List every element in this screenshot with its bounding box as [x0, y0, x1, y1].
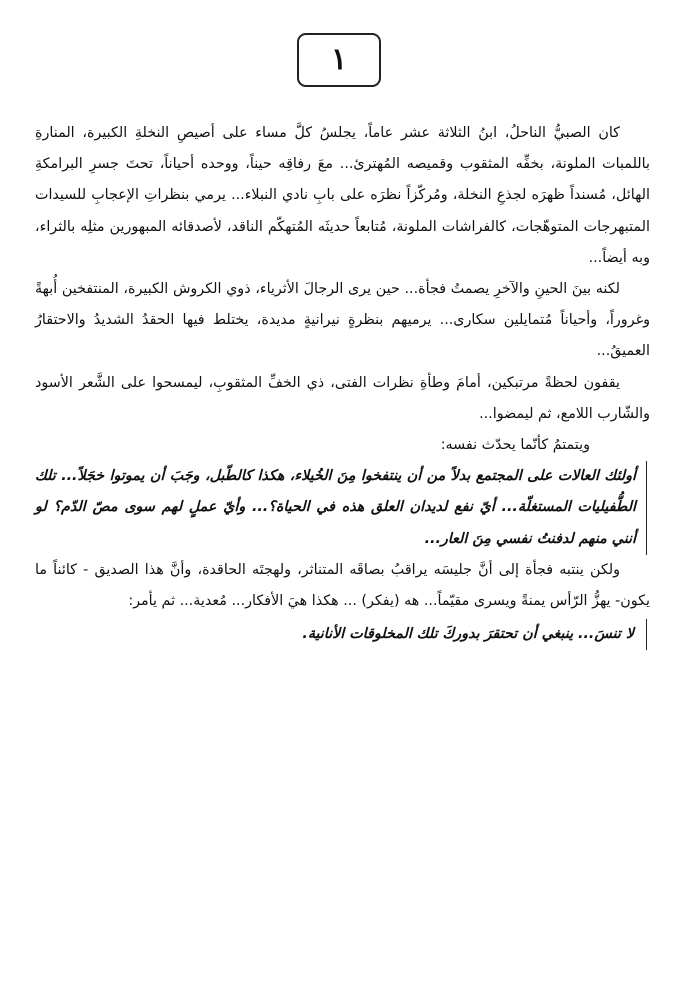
paragraph-1: كان الصبيُّ الناحلُ، ابنُ الثلاثة عشر عاماً، يجلسُ كلَّ مساء على أصيصِ النخلةِ الكبيرة، المنارةِ باللمبات الملونة، بخفِّه المثقوب وقميصه المُهترئ... معَ رفاقِه حيناً، ووحده أحياناً، تحتَ جسرِ البرامكةِ الهائل، مُسنداً ظهرَه لجذعِ النخلة، ومُركّزاً نظرَه على بابِ نادي النبلاء... يرمي بنظراتِ الإعجابِ للسيدات المتبهرجات المتوهّجات، كالفراشات الملونة، مُتابعاً حديثَه المُتهكّم الناقد، لأصدقائه المبهورين مثلِه بالثراء، وبه أيضاً...: [35, 125, 650, 266]
paragraph-3: يقفون لحظةً مرتبكين، أمامَ وطأةِ نظرات الفتى، ذي الخفِّ المثقوبِ، ليمسحوا على الشَّعر الأسود والشّارب اللامع، ثم ليمضوا...: [35, 374, 650, 422]
story-text: [35, 118, 650, 650]
chapter-number-box: [297, 33, 381, 87]
quote-text-1: أولئك العالات على المجتمع بدلاً من أن ينتفخوا مِنَ الخُيلاء، هكذا كالطّبل، وجَبَ أن يموتوا خجَلاً... تلك الطُّفيليات المستغلّة... أيّ نفع لديدان العلق هذه في الحياة؟... وأيّ عملٍ لهم سوى مصّ الدّم؟ لو أنني منهم لدفنتُ نفسي مِنَ العار...: [35, 468, 636, 547]
inner-monologue-quote: [35, 461, 647, 555]
command-quote: [35, 619, 647, 650]
quote-text-2: لا تنسَ... ينبغي أن تحتقرَ بدوركَ تلك المخلوقات الأنانية.: [302, 626, 634, 643]
paragraph-4: ويتمتمُ كأنّما يحدّث نفسه:: [440, 437, 590, 454]
chapter-number: ١: [330, 42, 348, 77]
paragraph-5: ولكن ينتبه فجأة إلى أنَّ جليسَه يراقبُ بصاقَه المتناثر، ولهجتَه الحاقدة، وأنَّ هذا الصديق - كائناً ما يكون- يهزُّ الرّأس يمنةً ويسرى مقيّماً... هه (يفكر) ... هكذا هيَ الأفكار... مُعدية... ثم يأمر:: [35, 561, 650, 610]
paragraph-2: لكنه بينَ الحينِ والآخرِ يصمتُ فجأة... حين يرى الرجالَ الأثرياء، ذوي الكروش الكبيرة، المنتفخين أُبهةً وغروراً، وأحياناً مُتمايلين سكارى... يرميهم بنظرةٍ نيرانيةٍ مديدة، يختلط فيها الحقدُ الشديدُ والاحتقارُ العميقُ...: [35, 281, 650, 360]
